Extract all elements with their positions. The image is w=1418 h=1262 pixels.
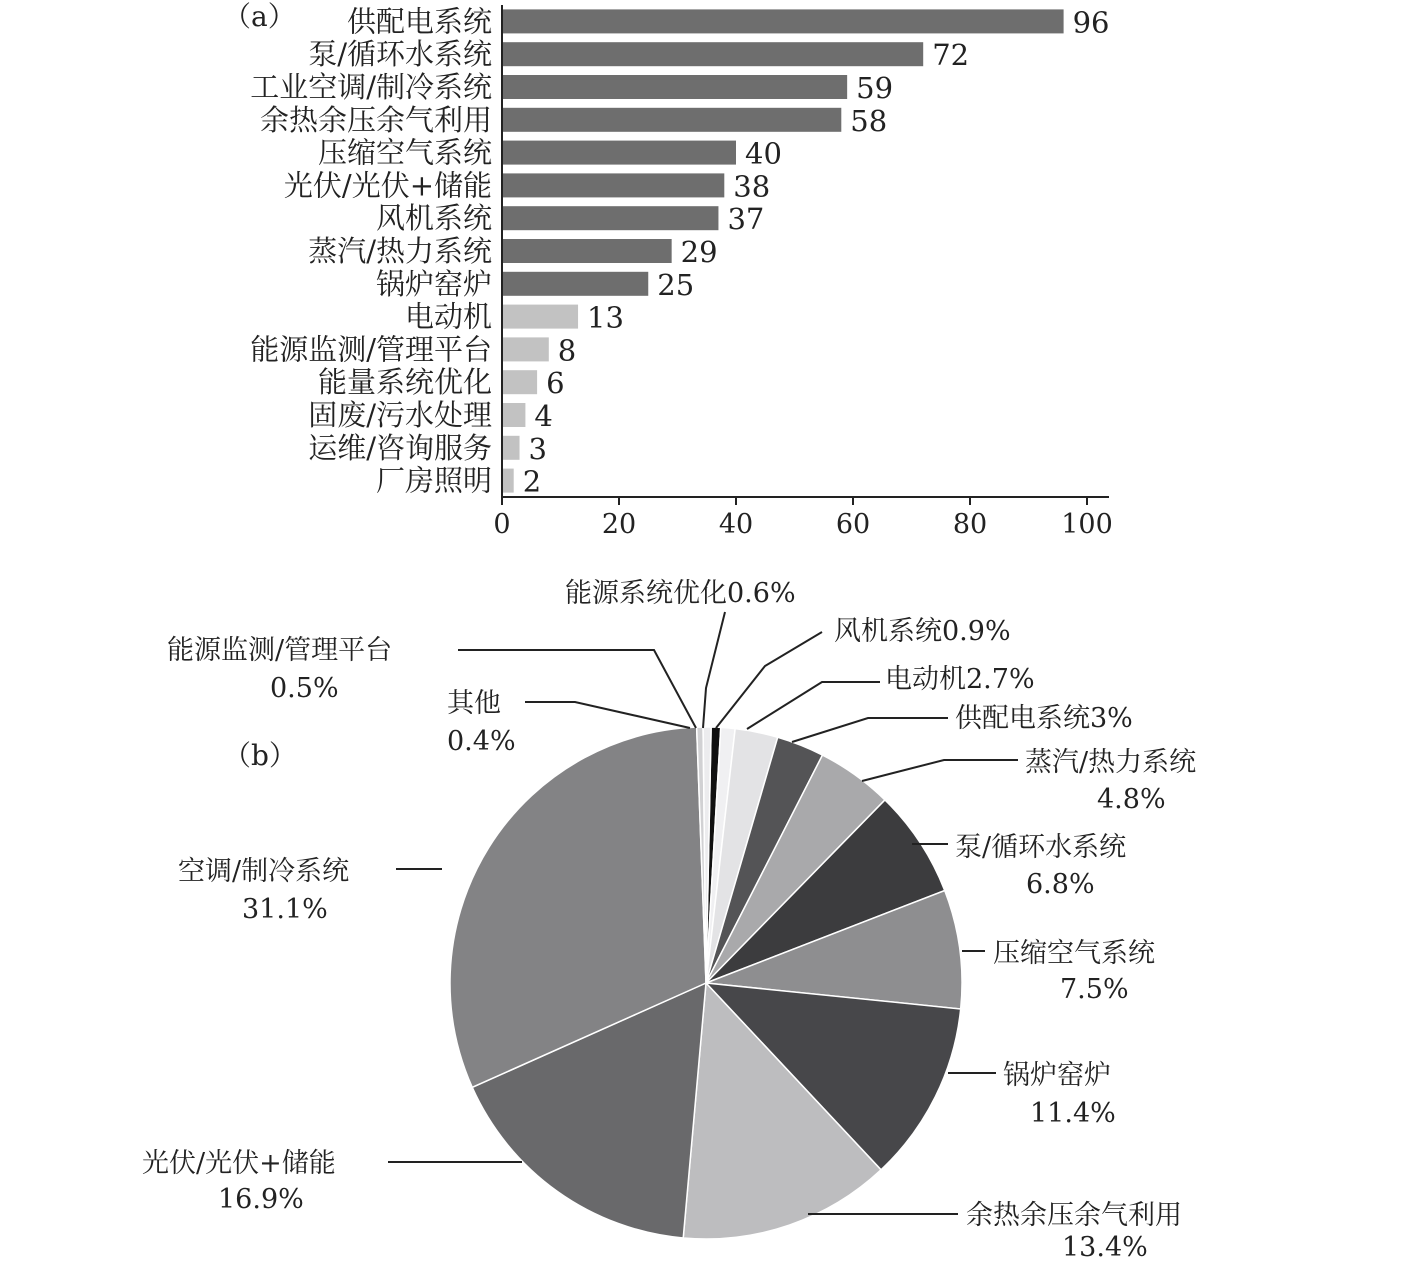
- x-tick-label-0: 0: [493, 509, 511, 540]
- pie-label-pump-water-name: 泵/循环水系统: [955, 832, 1127, 863]
- bar-8: [502, 272, 648, 296]
- category-label-6: 风机系统: [375, 201, 492, 236]
- bar-1: [502, 42, 923, 66]
- category-label-5: 光伏/光伏+储能: [283, 168, 492, 203]
- category-label-1: 泵/循环水系统: [308, 37, 492, 72]
- category-label-7: 蒸汽/热力系统: [308, 234, 492, 268]
- pie-label-other-name: 其他: [447, 688, 501, 719]
- leader-line-other: [525, 702, 690, 728]
- pie-label-steam-heat-pct: 4.8%: [1097, 784, 1166, 815]
- value-label-13: 3: [528, 431, 548, 466]
- pie-label-compressed-air-pct: 7.5%: [1060, 974, 1129, 1005]
- x-tick-label-2: 40: [718, 509, 754, 540]
- bar-3: [502, 108, 841, 132]
- bar-4: [502, 141, 736, 165]
- pie-label-compressed-air-name: 压缩空气系统: [993, 938, 1155, 969]
- bar-7: [502, 239, 672, 263]
- pie-label-electric-motor: 电动机2.7%: [885, 664, 1035, 695]
- leader-line-steam-heat: [862, 760, 1018, 781]
- category-label-9: 电动机: [404, 299, 492, 334]
- category-label-8: 锅炉窑炉: [375, 266, 492, 301]
- category-label-3: 余热余压余气利用: [259, 102, 492, 137]
- value-label-2: 59: [856, 71, 894, 105]
- pie-label-air-conditioning-pct: 31.1%: [242, 894, 328, 925]
- pie-label-energy-monitoring-pct: 0.5%: [270, 673, 339, 704]
- value-label-1: 72: [932, 38, 970, 73]
- pie-chart-panel: [142, 578, 1196, 1262]
- leader-line-power-distribution: [792, 718, 948, 742]
- bar-12: [502, 403, 525, 427]
- bar-5: [502, 173, 724, 197]
- value-label-6: 37: [727, 202, 765, 237]
- category-label-2: 工业空调/制冷系统: [250, 70, 492, 104]
- category-label-4: 压缩空气系统: [317, 135, 492, 170]
- category-label-13: 运维/咨询服务: [308, 430, 492, 465]
- pie-label-pump-water-pct: 6.8%: [1026, 869, 1095, 900]
- value-label-14: 2: [522, 464, 542, 499]
- leader-line-fan-system: [716, 632, 822, 728]
- x-axis-ticks: [493, 497, 1112, 540]
- bar-10: [502, 337, 549, 361]
- pie-label-waste-heat-pct: 13.4%: [1062, 1232, 1148, 1262]
- bar-chart-panel: [223, 0, 1113, 540]
- bar-13: [502, 436, 520, 460]
- value-label-0: 96: [1072, 5, 1110, 40]
- bar-11: [502, 370, 537, 394]
- leader-line-energy-optimization: [703, 612, 725, 728]
- x-tick-label-4: 80: [952, 509, 988, 540]
- x-tick-label-1: 20: [601, 509, 637, 540]
- bar-2: [502, 75, 847, 99]
- pie-label-fan-system: 风机系统0.9%: [834, 616, 1011, 647]
- pie-label-steam-heat-name: 蒸汽/热力系统: [1025, 747, 1197, 778]
- pie-label-air-conditioning-name: 空调/制冷系统: [178, 856, 350, 887]
- bar-9: [502, 305, 578, 329]
- bar-14: [502, 469, 514, 493]
- panel-label-a: （a）: [223, 0, 296, 33]
- pie-label-boiler-kiln-pct: 11.4%: [1030, 1098, 1116, 1129]
- x-tick-label-5: 100: [1061, 509, 1113, 540]
- value-label-10: 8: [557, 333, 577, 368]
- panel-label-b: （b）: [223, 739, 297, 772]
- pie-label-energy-monitoring-name: 能源监测/管理平台: [167, 635, 393, 666]
- bar-series: [250, 4, 1109, 498]
- value-label-8: 25: [657, 267, 695, 302]
- value-label-12: 4: [534, 399, 553, 433]
- x-tick-label-3: 60: [835, 509, 871, 540]
- bar-0: [502, 9, 1064, 33]
- pie-label-photovoltaic-name: 光伏/光伏+储能: [142, 1148, 336, 1179]
- pie-slices: [450, 727, 962, 1239]
- pie-label-waste-heat-name: 余热余压余气利用: [966, 1200, 1182, 1231]
- category-label-11: 能量系统优化: [317, 365, 492, 400]
- category-label-14: 厂房照明: [375, 463, 492, 498]
- category-label-12: 固废/污水处理: [308, 398, 492, 432]
- leader-line-electric-motor: [747, 682, 880, 729]
- pie-label-power-distribution: 供配电系统3%: [955, 703, 1133, 734]
- bar-6: [502, 206, 718, 230]
- value-label-3: 58: [850, 103, 888, 138]
- pie-label-boiler-kiln-name: 锅炉窑炉: [1003, 1060, 1111, 1091]
- value-label-9: 13: [587, 300, 624, 335]
- pie-label-other-pct: 0.4%: [447, 726, 516, 757]
- value-label-4: 40: [745, 136, 782, 171]
- category-label-0: 供配电系统: [346, 4, 492, 39]
- pie-label-energy-optimization: 能源系统优化0.6%: [565, 578, 796, 609]
- value-label-11: 6: [546, 366, 565, 401]
- pie-label-photovoltaic-pct: 16.9%: [218, 1184, 304, 1215]
- category-label-10: 能源监测/管理平台: [250, 332, 492, 367]
- value-label-5: 38: [733, 169, 771, 204]
- value-label-7: 29: [680, 235, 718, 269]
